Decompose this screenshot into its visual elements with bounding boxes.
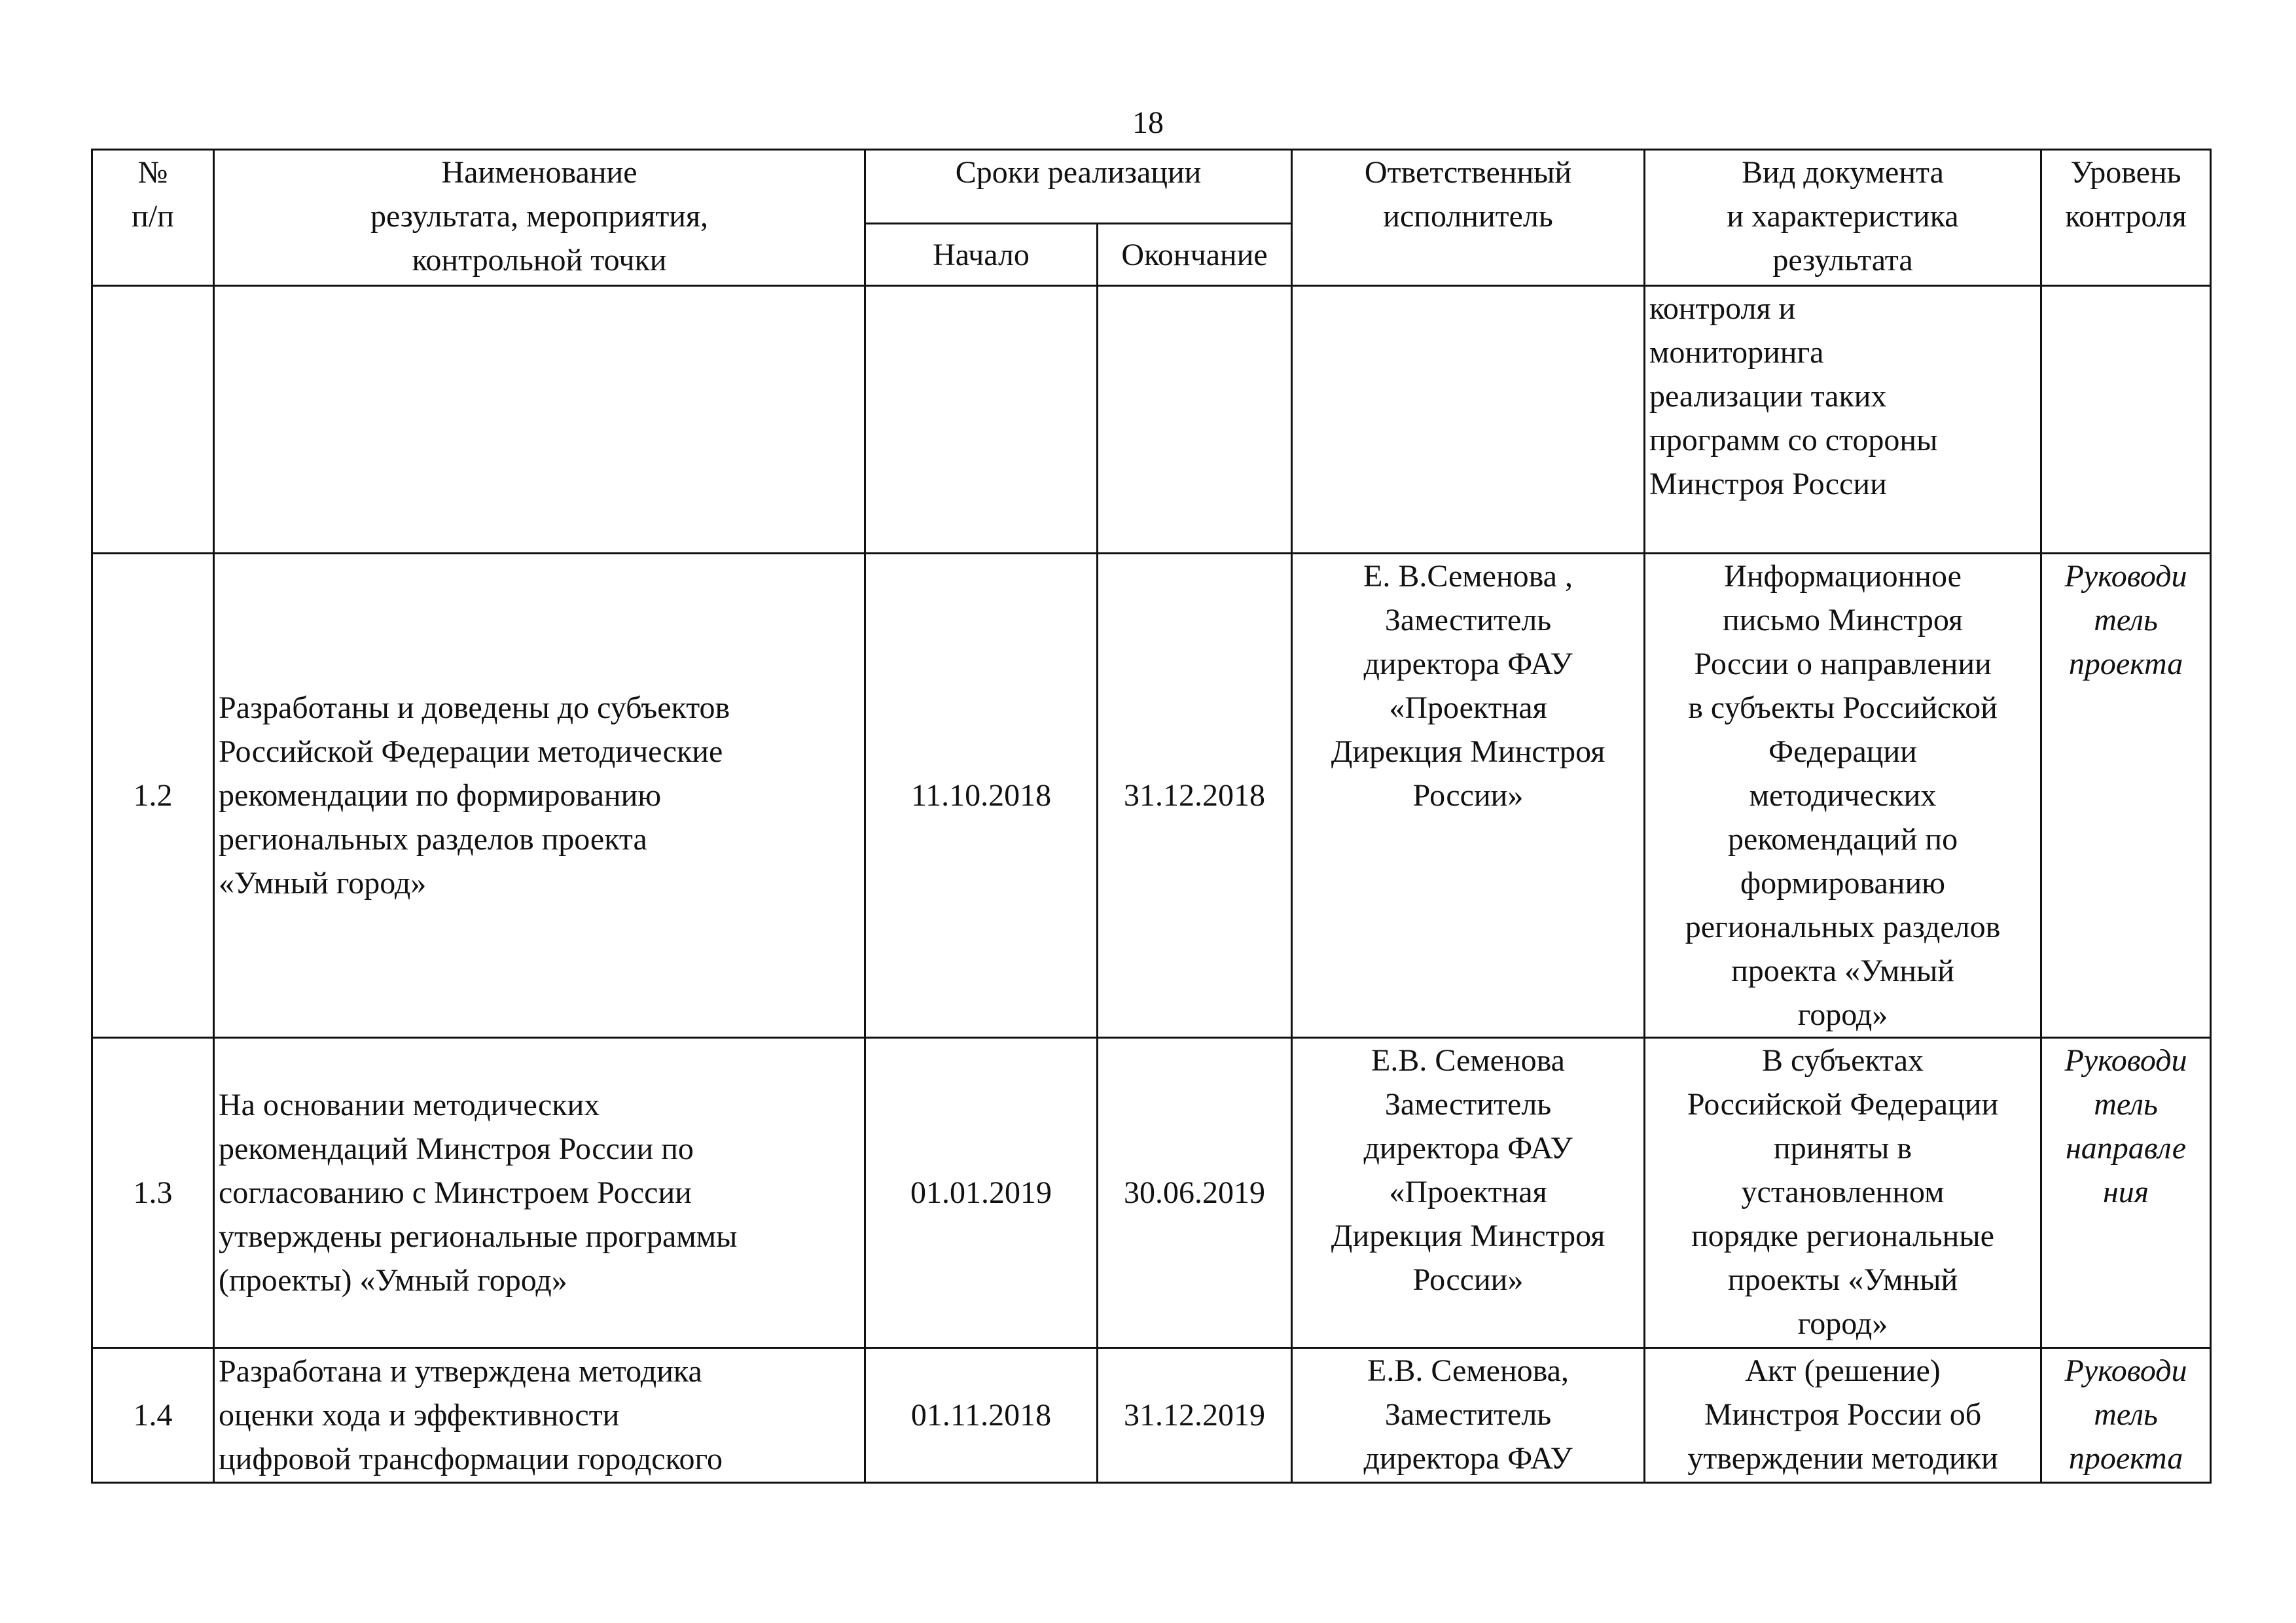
row-end-cell: 31.12.2018 [1098,554,1292,1038]
row-num-cell: 1.4 [92,1348,214,1483]
header-responsible: Ответственный исполнитель [1292,150,1645,286]
row-end-cell [1098,286,1292,554]
row-end-cell: 31.12.2019 [1098,1348,1292,1483]
row-control-cell: Руководи тель проекта [2041,1348,2211,1483]
row-responsible-cell: Е.В. Семенова Заместитель директора ФАУ «Проектная Дирекция Минстроя России» [1292,1038,1645,1348]
row-num-cell [92,286,214,554]
table-row [92,1038,2211,1348]
row-num-cell: 1.2 [92,554,214,1038]
row-responsible-cell: Е.В. Семенова, Заместитель директора ФАУ [1292,1348,1645,1483]
header-start: Начало [865,224,1098,286]
row-responsible-cell: Е. В.Семенова , Заместитель директора ФАУ «Проектная Дирекция Минстроя России» [1292,554,1645,1038]
row-name-cell [214,286,865,554]
row-responsible-cell [1292,286,1645,554]
row-control-cell: Руководи тель направле ния [2041,1038,2211,1348]
table-row [92,554,2211,1038]
table-row [92,1348,2211,1483]
row-start-cell [865,286,1098,554]
header-row [92,150,2211,224]
page-number: 18 [1132,105,1164,140]
header-num: № п/п [92,150,214,286]
row-document-cell: В субъектах Российской Федерации приняты в установленном порядке региональные проекты «Умный город» [1645,1038,2041,1348]
row-document-cell: Акт (решение) Минстроя России об утверждении методики [1645,1348,2041,1483]
row-control-cell: Руководи тель проекта [2041,554,2211,1038]
row-name-cell: На основании методических рекомендаций Минстроя России по согласованию с Минстроем России утверждены региональные программы (проекты) «Умный город» [214,1038,865,1348]
row-document-cell: Информационное письмо Минстроя России о направлении в субъекты Российской Федерации методических рекомендаций по формированию региональных разделов проекта «Умный город» [1645,554,2041,1038]
row-end-cell: 30.06.2019 [1098,1038,1292,1348]
header-end: Окончание [1098,224,1292,286]
row-control-cell [2041,286,2211,554]
header-control: Уровень контроля [2041,150,2211,286]
plan-table [91,149,2212,1484]
row-name-cell: Разработана и утверждена методика оценки хода и эффективности цифровой трансформации городского [214,1348,865,1483]
row-start-cell: 01.01.2019 [865,1038,1098,1348]
row-name-cell: Разработаны и доведены до субъектов Российской Федерации методические рекомендации по формированию региональных разделов проекта «Умный город» [214,554,865,1038]
row-document-cell: контроля и мониторинга реализации таких программ со стороны Минстроя России [1645,286,2041,554]
header-period: Сроки реализации [865,150,1292,224]
header-document: Вид документа и характеристика результата [1645,150,2041,286]
row-start-cell: 01.11.2018 [865,1348,1098,1483]
row-start-cell: 11.10.2018 [865,554,1098,1038]
header-name: Наименование результата, мероприятия, контрольной точки [214,150,865,286]
row-num-cell: 1.3 [92,1038,214,1348]
table-row [92,286,2211,554]
